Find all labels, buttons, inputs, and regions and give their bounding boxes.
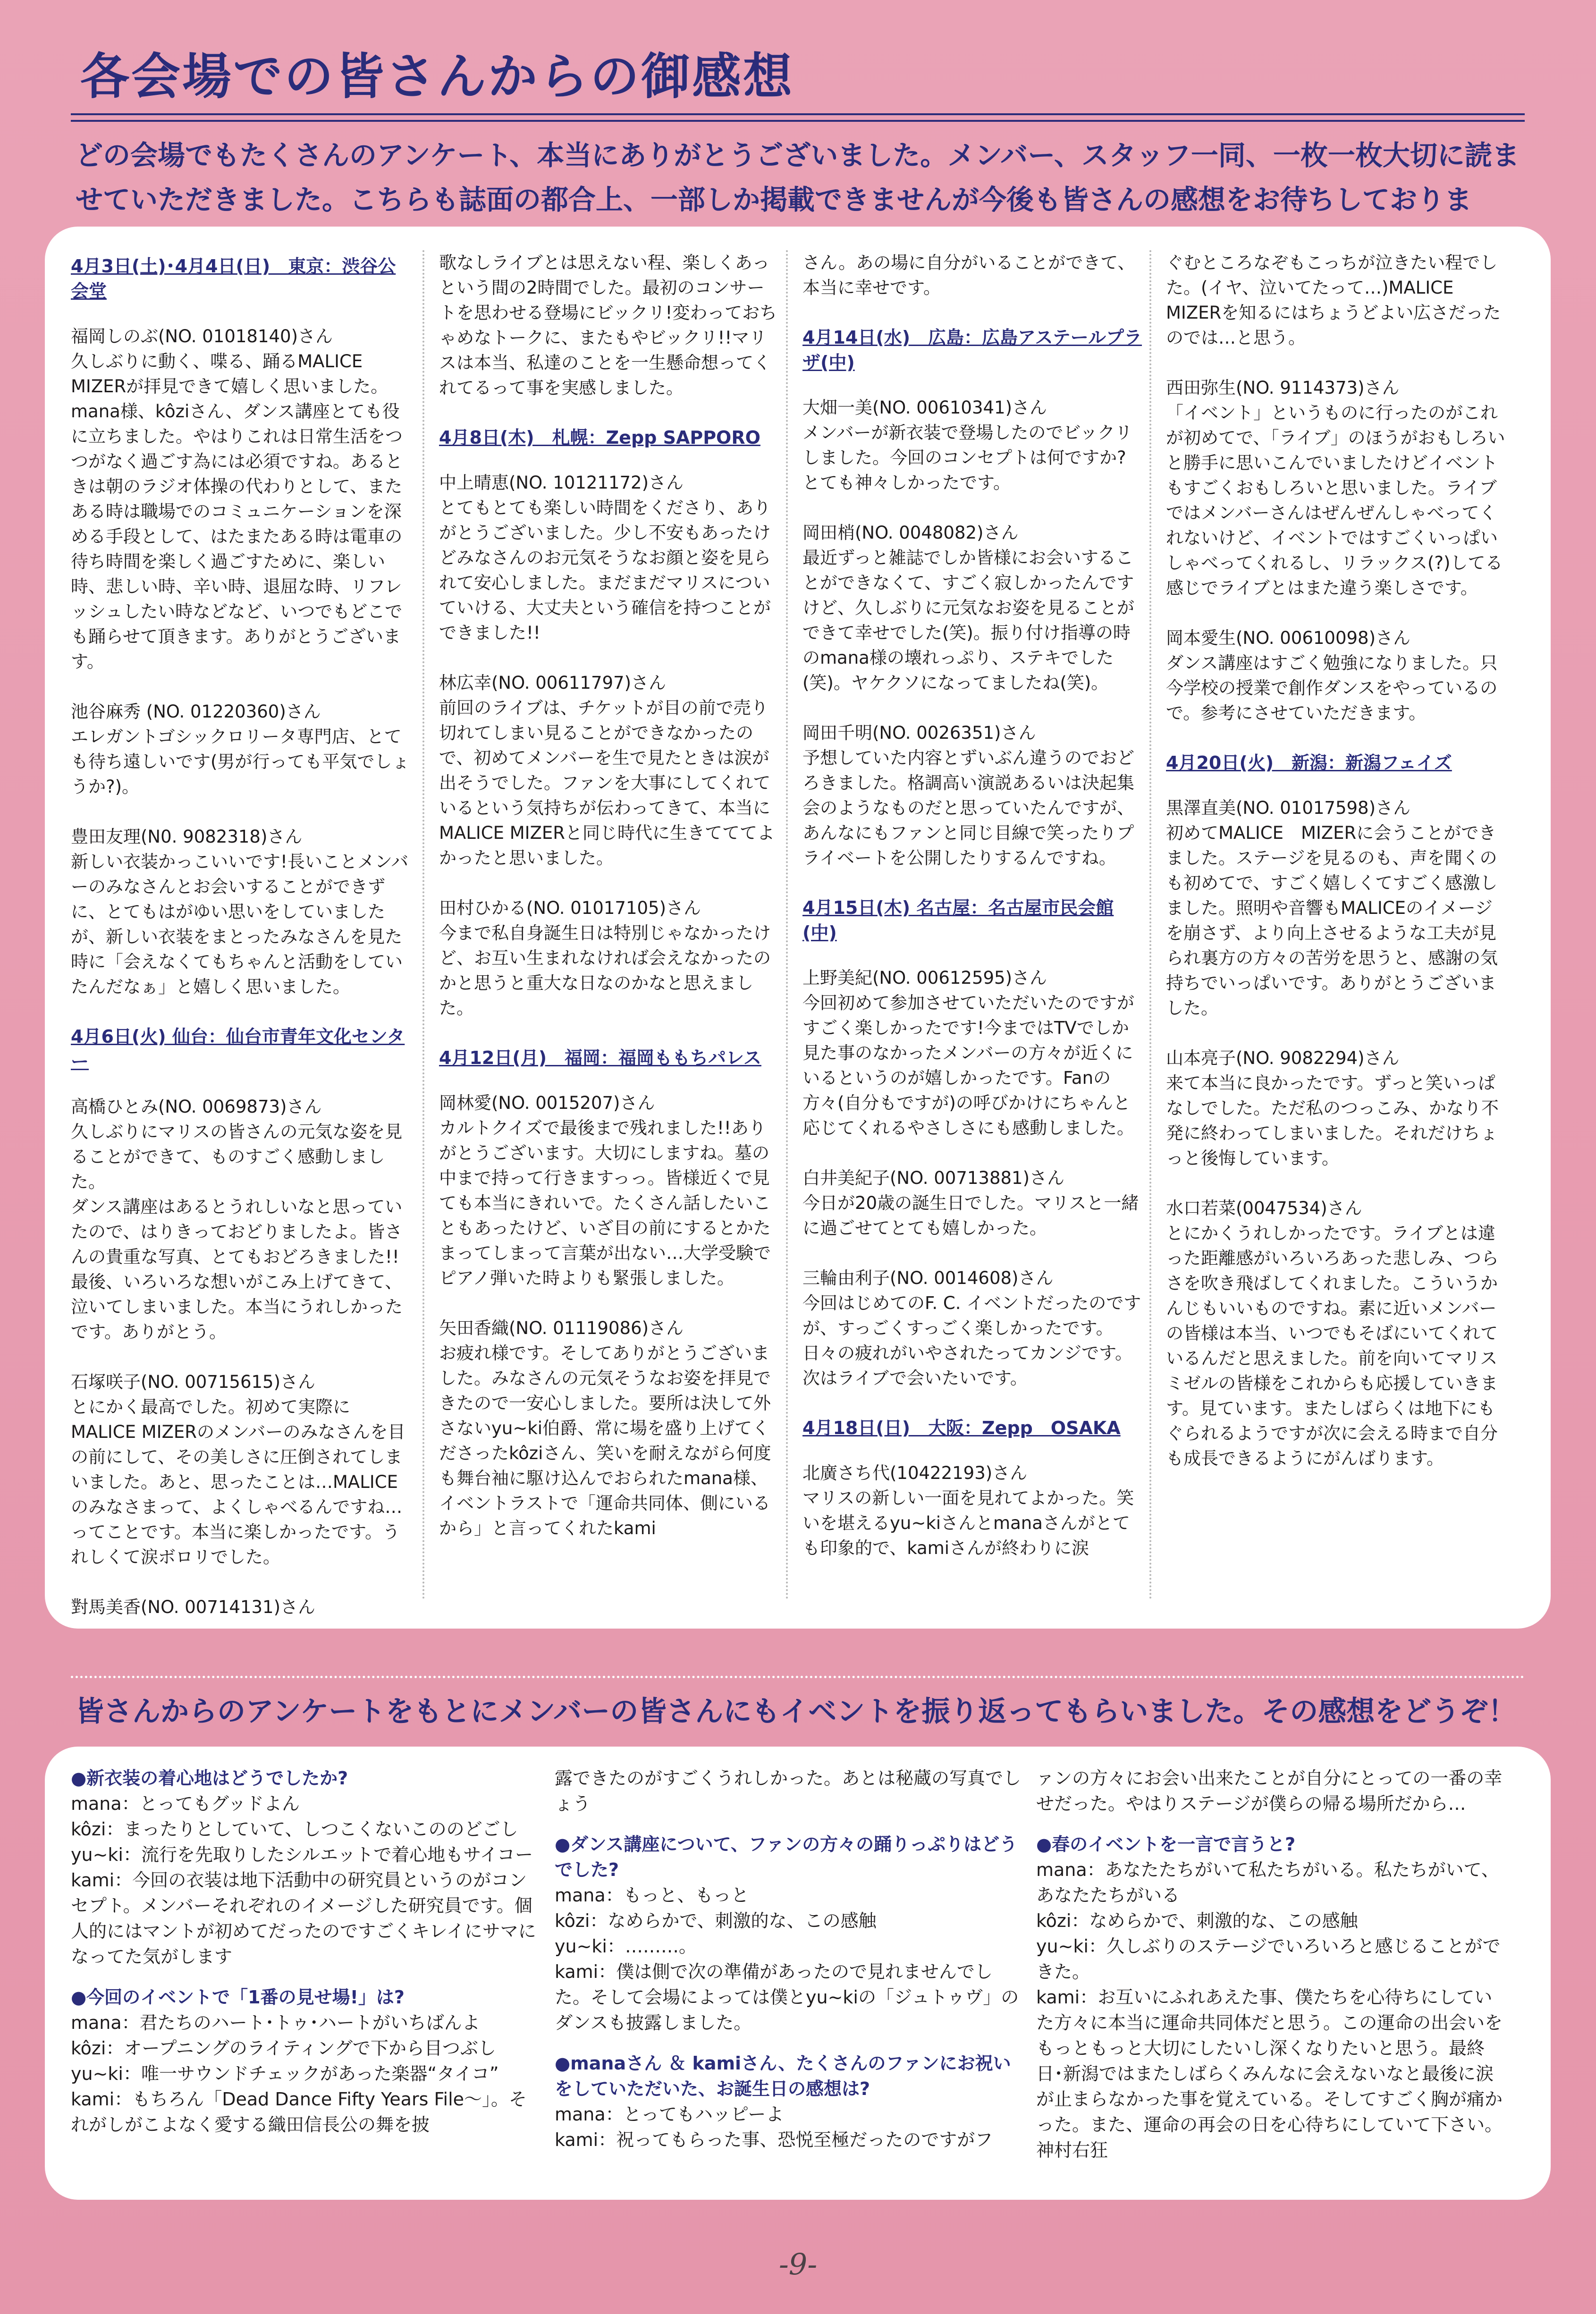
- venue-heading: 4月6日(火) 仙台：仙台市青年文化センター: [71, 1026, 405, 1072]
- fan-comment: [439, 1090, 779, 1291]
- comment-text: 矢田香織(NO. 01119086)さん お疲れ様です。そしてありがとうございました。みなさんの元気そうなお姿を拝見できたので一安心しました。要所は決して外さないyu~ki伯爵、常に場を盛り上げてくださったkôziさん、笑いを耐えながら何度も舞台袖に駆け込んでおられたmana様、イベントラストで「運命共同体、側にいるから」と言ってくれたkami: [439, 1318, 771, 1538]
- venue-heading: 4月14日(水) 広島：広島アステールプラザ(中): [802, 327, 1142, 373]
- comment-text: 上野美紀(NO. 00612595)さん 今回初めて参加させていただいたのですがすごく楽しかったです!今まではTVでしか見た事のなかったメンバーの方々が近くにいるというのが嬉しかったです。Fanの方々(自分もですが)の呼びかけにちゃんと応じてくれるやさしさにも感動しました。: [802, 968, 1134, 1138]
- fan-comment: [802, 395, 1142, 495]
- member-answers: mana：もっと、もっと kôzi：なめらかで、刺激的な、この感触 yu~ki：………。 kami：僕は側で次の準備があったので見れませんでした。そして会場によっては僕とyu~kiの「ジュトゥヴ」のダンスも披露しました。: [555, 1885, 1019, 2033]
- fan-comment: [802, 1461, 1142, 1561]
- comment-text: 福岡しのぶ(NO. 01018140)さん 久しぶりに動く、喋る、踊るMALICE MIZERが拝見できて嬉しく思いました。mana様、kôziさん、ダンス講座とても役に立ちました。やはりこれは日常生活をつつがなく過ごす為には必須ですね。あるときは朝のラジオ体操の代わりとして、またある時は職場でのコミュニケーションを深める手段として、はたまたある時は電車の待ち時間を楽しく過ごすために、楽しい時、悲しい時、辛い時、退屈な時、リフレッシュしたい時などなど、いつでもどこでも踊らせて頂きます。ありがとうございます。: [71, 326, 403, 672]
- fan-comment: [1166, 1046, 1506, 1171]
- comment-text: 岡林愛(NO. 0015207)さん カルトクイズで最後まで残れました!!ありがとうございます。大切にしますね。墓の中まで持って行きますっっ。皆様近くで見ても本当にきれいで。たくさん話したいこともあったけど、いざ目の前にするとかたまってしまって言葉が出ない…大学受験でピアノ弾いた時よりも緊張しました。: [439, 1093, 771, 1288]
- fan-comment: [802, 520, 1142, 695]
- member-answers: mana：あなたたちがいて私たちがいる。私たちがいて、あなたたちがいる kôzi：なめらかで、刺激的な、この感触 yu~ki：久しぶりのステージでいろいろと感じることができた。 kami：お互いにふれあえた事、僕たちを心待ちにしていた方々に本当に運命共同体だと思う。この運命の出会いをもっともっと大切にしたいし深くなりたいと思う。最終日･新潟ではまたしばらくみんなに会えないなと最後に涙が止まらなかった事を覚えている。そしてすごく胸が痛かった。また、運命の再会の日を心待ちにしていて下さい。神村右狂: [1036, 1859, 1503, 2161]
- fan-comment: [439, 670, 779, 870]
- venue-heading: 4月12日(月) 福岡：福岡ももちパレス: [439, 1047, 761, 1068]
- fan-comment: [802, 1266, 1142, 1391]
- question-heading: ●春のイベントを一言で言うと?: [1036, 1834, 1296, 1855]
- fan-comment: [71, 324, 411, 674]
- column-divider: [786, 250, 788, 1600]
- comment-text: 歌なしライブとは思えない程、楽しくあっという間の2時間でした。最初のコンサートを思わせる登場にビックリ!変わっておちゃめなトークに、またもやビックリ!!マリスは本当、私達のことを一生懸命想ってくれてるって事を実感しました。: [439, 253, 777, 398]
- member-answers: mana：とってもグッドよん kôzi：まったりとしていて、しつこくないこののどごし yu~ki：流行を先取りしたシルエットで着心地もサイコー kami：今回の衣装は地下活動中の研究員というのがコンセプト。メンバーそれぞれのイメージした研究員です。個人的にはマントが初めてだったのですごくキレイにサマになってた気がします: [71, 1793, 536, 1967]
- comment-text: 岡本愛生(NO. 00610098)さん ダンス講座はすごく勉強になりました。只今学校の授業で創作ダンスをやっているので。参考にさせていただきます。: [1166, 628, 1498, 723]
- comment-column-4: [1166, 250, 1506, 1496]
- comment-text: 黒澤直美(NO. 01017598)さん 初めてMALICE MIZERに会うことができました。ステージを見るのも、声を聞くのも初めてで、すごく嬉しくてすごく感激しました。照明や音響もMALICEのイメージを崩さず、より向上させるような工夫が見られ裏方の方々の苦労を思うと、感謝の気持ちでいっぱいです。ありがとうございました。: [1166, 798, 1498, 1018]
- column-divider: [422, 250, 424, 1600]
- fan-comment: [439, 250, 779, 400]
- comment-text: ぐむところなぞもこっちが泣きたい程でした。(イヤ、泣いてたって…)MALICE MIZERを知るにはちょうどよい広さだったのでは…と思う。: [1166, 253, 1501, 348]
- member-answers: mana：君たちのハート･トゥ･ハートがいちばんよ kôzi：オープニングのライティングで下から目つぶし yu~ki：唯一サウンドチェックがあった楽器“タイコ” kami：もちろん「Dead Dance Fifty Years File～」。それがしがこよなく愛する織田信長公の舞を披: [71, 2012, 527, 2135]
- fan-comment: [802, 965, 1142, 1140]
- member-column-3: [1036, 1765, 1508, 2163]
- fan-comment: [1166, 625, 1506, 726]
- member-answers: 露できたのがすごくうれしかった。あとは秘蔵の写真でしょう: [555, 1768, 1022, 1814]
- comment-text: 三輪由利子(NO. 0014608)さん 今回はじめてのF. C. イベントだったのですが、すっごくすっごく楽しかったです。日々の疲れがいやされたってカンジです。次はライブで会いたいです。: [802, 1268, 1141, 1388]
- section-rule: [71, 1676, 1525, 1678]
- venue-heading: 4月8日(木) 札幌：Zepp SAPPORO: [439, 427, 760, 448]
- comment-text: 豊田友理(N0. 9082318)さん 新しい衣装かっこいいです!長いことメンバーのみなさんとお会いすることができずに、とてもはがゆい思いをしていましたが、新しい衣装をまとったみなさんを見た時に「会えなくてもちゃんと活動をしていたんだなぁ」と嬉しく思いました。: [71, 827, 409, 997]
- comment-text: 高橋ひとみ(NO. 0069873)さん 久しぶりにマリスの皆さんの元気な姿を見ることができて、ものすごく感動しました。 ダンス講座はあるとうれしいなと思っていたので、はりきっておどりましたよ。皆さんの貴重な写真、とてもおどろきました!!最後、いろいろな想いがこみ上げてきて、泣いてしまいました。本当にうれしかったです。ありがとう。: [71, 1097, 403, 1342]
- comment-text: 田村ひかる(NO. 01017105)さん 今まで私自身誕生日は特別じゃなかったけど、お互い生まれなければ会えなかったのかと思うと重大な日なのかなと思えました。: [439, 898, 771, 1018]
- fan-comment: [71, 1595, 411, 1620]
- intro-text: どの会場でもたくさんのアンケート、本当にありがとうございました。メンバー、スタッフ一同、一枚一枚大切に読ませていただきました。こちらも誌面の都合上、一部しか掲載できませんが今後も皆さんの感想をお待ちしておりま: [76, 139, 1520, 216]
- comment-text: 池谷麻秀 (NO. 01220360)さん エレガントゴシックロリータ専門店、とても待ち遠しいです(男が行っても平気でしょうか?)。: [71, 701, 410, 797]
- comment-text: 岡田千明(NO. 0026351)さん 予想していた内容とずいぶん違うのでおどろきました。格調高い演説あるいは決起集会のようなものだと思っていたんですが、あんなにもファンと同じ目線で笑ったりプライベートを公開したりするんですね。: [802, 723, 1134, 868]
- title-rule: [71, 113, 1525, 122]
- comment-text: さん。あの場に自分がいることができて、本当に幸せです。: [802, 253, 1135, 298]
- comment-text: 岡田梢(NO. 0048082)さん 最近ずっと雑誌でしか皆様にお会いすることができなくて、すごく寂しかったんですけど、久しぶりに元気なお姿を見ることができて幸せでした(笑)。振り付け指導の時のmana様の壊れっぷり、ステキでした(笑)。ヤケクソになってましたね(笑)。: [802, 523, 1134, 693]
- page-number: -9-: [778, 2247, 818, 2281]
- venue-heading: 4月20日(火) 新潟：新潟フェイズ: [1166, 752, 1452, 773]
- comment-text: 中上晴恵(NO. 10121172)さん とてもとても楽しい時間をくださり、ありがとうございました。少し不安もあったけどみなさんのお元気そうなお顔と姿を見られて安心しました。まだまだマリスについていける、大丈夫という確信を持つことができました!!: [439, 473, 771, 643]
- fan-comment: [71, 1094, 411, 1344]
- member-answers: mana：とってもハッピーよ kami：祝ってもらった事、恐悦至極だったのですがフ: [555, 2104, 993, 2150]
- fan-comment: [71, 1369, 411, 1570]
- comment-column-2: [439, 250, 779, 1566]
- comment-column-3: [802, 250, 1142, 1586]
- comment-text: 石塚咲子(NO. 00715615)さん とにかく最高でした。初めて実際にMALICE MIZERのメンバーのみなさんを目の前にして、その美しさに圧倒されてしまいました。あと、思ったことは…MALICEのみなさまって、よくしゃべるんですね…ってことです。本当に楽しかったです。うれしくて涙ボロリでした。: [71, 1372, 405, 1567]
- comment-text: 林広幸(NO. 00611797)さん 前回のライブは、チケットが目の前で売り切れてしまい見ることができなかったので、初めてメンバーを生で見たときは涙が出そうでした。ファンを大事にしてくれているという気持ちが伝わってきて、本当にMALICE MIZERと同じ時代に生きてててよかったと思いました。: [439, 673, 775, 868]
- venue-heading: 4月15日(木) 名古屋：名古屋市民会館(中): [802, 897, 1114, 943]
- fan-comment: [802, 720, 1142, 870]
- comment-text: 水口若菜(0047534)さん とにかくうれしかったです。ライブとは違った距離感がいろいろあった悲しみ、つらさを吹き飛ばしてくれました。こういうかんじもいいものですね。素に近いメンバーの皆様は本当、いつでもそばにいてくれているんだと思えました。前を向いてマリスミゼルの皆様をこれからも応援していきます。見ています。またしばらくは地下にもぐられるようですが次に会える時まで自分も成長できるようにがんばります。: [1166, 1198, 1499, 1469]
- question-heading: ●ダンス講座について、ファンの方々の踊りっぷりはどうでした?: [555, 1834, 1018, 1880]
- fan-comment: [439, 470, 779, 645]
- fan-comment: [1166, 250, 1506, 350]
- fan-comment: [71, 699, 411, 799]
- fan-comment: [802, 1165, 1142, 1241]
- venue-heading: 4月3日(土)･4月4日(日) 東京：渋谷公会堂: [71, 256, 396, 302]
- comment-text: 白井美紀子(NO. 00713881)さん 今日が20歳の誕生日でした。マリスと一緒に過ごせてとても嬉しかった。: [802, 1168, 1139, 1238]
- column-divider: [1149, 250, 1151, 1600]
- fan-comment: [439, 895, 779, 1021]
- page-title: 各会場での皆さんからの御感想: [80, 48, 794, 105]
- question-heading: ●manaさん ＆ kamiさん、たくさんのファンにお祝いをしていただいた、お誕生日の感想は?: [555, 2053, 1011, 2099]
- comment-text: 山本亮子(NO. 9082294)さん 来て本当に良かったです。ずっと笑いっぱなしでした。ただ私のつっこみ、かなり不発に終わってしまいました。それだけちょっと後悔しています。: [1166, 1048, 1499, 1168]
- member-column-2: [555, 1765, 1027, 2153]
- fan-comment: [1166, 1196, 1506, 1471]
- member-column-1: [71, 1765, 543, 2137]
- comment-text: 西田弥生(NO. 9114373)さん 「イベント」というものに行ったのがこれが初めてで、「ライブ」のほうがおもしろいと勝手に思いこんでいましたけどイベントもすごくおもしろいと思いました。ライブではメンバーさんはぜんぜんしゃべってくれないけど、イベントではすごくいっぱいしゃべってくれるし、リラックス(?)してる感じでライブとはまた違う楽しさです。: [1166, 378, 1505, 598]
- comment-text: 北廣さち代(10422193)さん マリスの新しい一面を見れてよかった。笑いを堪えるyu~kiさんとmanaさんがとても印象的で、kamiさんが終わりに涙: [802, 1463, 1134, 1558]
- comment-text: 大畑一美(NO. 00610341)さん メンバーが新衣装で登場したのでビックリしました。今回のコンセプトは何ですか?とても神々しかったです。: [802, 397, 1132, 493]
- fan-comment: [439, 1316, 779, 1541]
- member-answers: ァンの方々にお会い出来たことが自分にとっての一番の幸せだった。やはりステージが僕らの帰る場所だから…: [1036, 1768, 1503, 1814]
- member-section-heading: 皆さんからのアンケートをもとにメンバーの皆さんにもイベントを振り返ってもらいました。その感想をどうぞ！: [76, 1695, 1517, 1728]
- fan-comment: [1166, 375, 1506, 600]
- fan-comment: [802, 250, 1142, 300]
- question-heading: ●新衣装の着心地はどうでしたか?: [71, 1768, 348, 1789]
- comment-column-1: [71, 250, 411, 1645]
- fan-comment: [71, 824, 411, 999]
- question-heading: ●今回のイベントで「1番の見せ場!」は?: [71, 1987, 405, 2008]
- comment-text: 對馬美香(NO. 00714131)さん: [71, 1597, 316, 1617]
- fan-comment: [1166, 795, 1506, 1021]
- venue-heading: 4月18日(日) 大阪：Zepp OSAKA: [802, 1418, 1121, 1438]
